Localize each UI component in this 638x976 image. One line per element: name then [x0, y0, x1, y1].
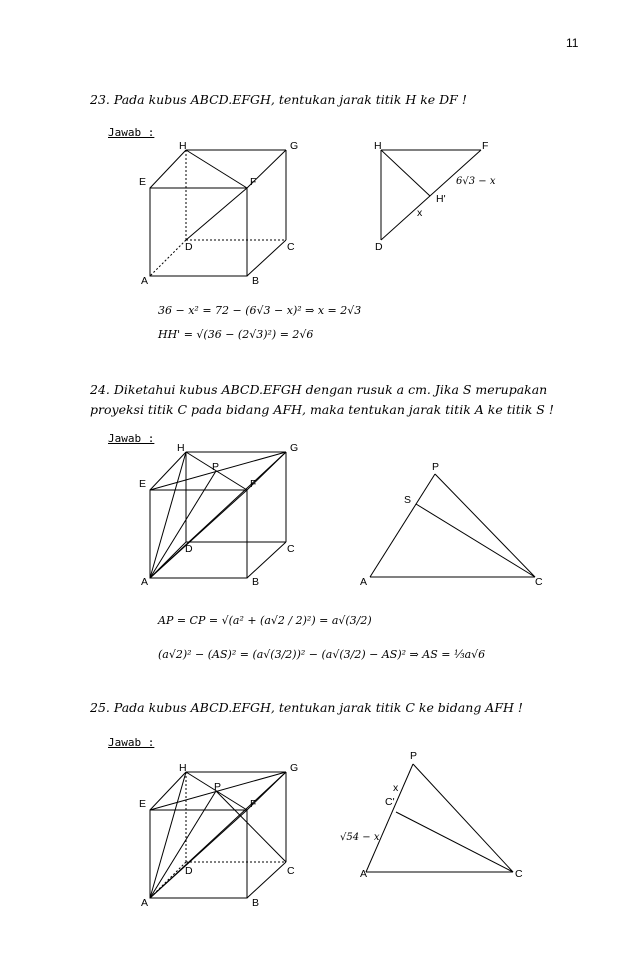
question-24: 24. Diketahui kubus ABCD.EFGH dengan rusuk a cm. Jika S merupakan proyeksi titik C pada bidang AFH, maka tentukan jarak titik A ke titik S !	[90, 382, 554, 417]
tri25-label-P: P	[410, 750, 418, 762]
cube23-label-B: B	[252, 275, 260, 287]
cube23-label-E: E	[139, 176, 147, 188]
tri24-label-A: A	[360, 576, 368, 588]
cube23-label-G: G	[290, 140, 299, 152]
tri25-side-label: √54 − x	[340, 832, 380, 843]
cube24-label-F: F	[250, 478, 257, 490]
tri24-label-P: P	[432, 461, 440, 473]
jawab-23: Jawab :	[108, 126, 155, 139]
tri23-label-H: H	[374, 140, 382, 152]
tri23-side-label: 6√3 − x	[456, 176, 496, 187]
cube25-label-D: D	[185, 865, 193, 877]
page-number: 11	[566, 36, 579, 50]
cube23-label-C: C	[287, 241, 295, 253]
cube23-label-F: F	[250, 176, 257, 188]
cube25-label-B: B	[252, 897, 260, 909]
tri24-label-S: S	[404, 494, 412, 506]
equation-24-1: AP = CP = √(a² + (a√2 / 2)²) = a√(3/2)	[158, 614, 372, 627]
cube25-label-E: E	[139, 798, 147, 810]
jawab-24: Jawab :	[108, 432, 155, 445]
tri24-label-C: C	[535, 576, 543, 588]
cube24-label-H: H	[177, 442, 185, 454]
cube25-label-H: H	[179, 762, 187, 774]
cube24-label-E: E	[139, 478, 147, 490]
question-25: 25. Pada kubus ABCD.EFGH, tentukan jarak titik C ke bidang AFH !	[90, 700, 523, 715]
tri23-label-x: x	[417, 207, 423, 219]
cube24-label-D: D	[185, 543, 193, 555]
cube24-label-G: G	[290, 442, 299, 454]
equation-23-2: HH' = √(36 − (2√3)²) = 2√6	[158, 328, 314, 341]
tri23-label-D: D	[375, 241, 383, 253]
cube24-label-A: A	[141, 576, 149, 588]
tri25-label-x: x	[393, 782, 399, 794]
cube25-label-C: C	[287, 865, 295, 877]
cube23-label-A: A	[141, 275, 149, 287]
cube23-label-H: H	[179, 140, 187, 152]
equation-23-1: 36 − x² = 72 − (6√3 − x)² ⇒ x = 2√3	[158, 304, 362, 317]
tri25-label-C: C	[515, 868, 523, 880]
tri25-label-A: A	[360, 868, 368, 880]
cube24-label-C: C	[287, 543, 295, 555]
tri25-label-Cprime: C'	[385, 796, 395, 808]
cube24-label-P: P	[212, 461, 220, 473]
tri23-label-Hprime: H'	[436, 193, 446, 205]
cube25-label-A: A	[141, 897, 149, 909]
question-23: 23. Pada kubus ABCD.EFGH, tentukan jarak titik H ke DF !	[90, 92, 467, 107]
tri23-label-F: F	[482, 140, 489, 152]
cube25-label-F: F	[250, 798, 257, 810]
cube25-label-G: G	[290, 762, 299, 774]
equation-24-2: (a√2)² − (AS)² = (a√(3/2))² − (a√(3/2) − AS)² ⇒ AS = ⅓a√6	[158, 648, 486, 661]
cube25-label-P: P	[214, 781, 222, 793]
cube24-label-B: B	[252, 576, 260, 588]
jawab-25: Jawab :	[108, 736, 155, 749]
cube23-label-D: D	[185, 241, 193, 253]
